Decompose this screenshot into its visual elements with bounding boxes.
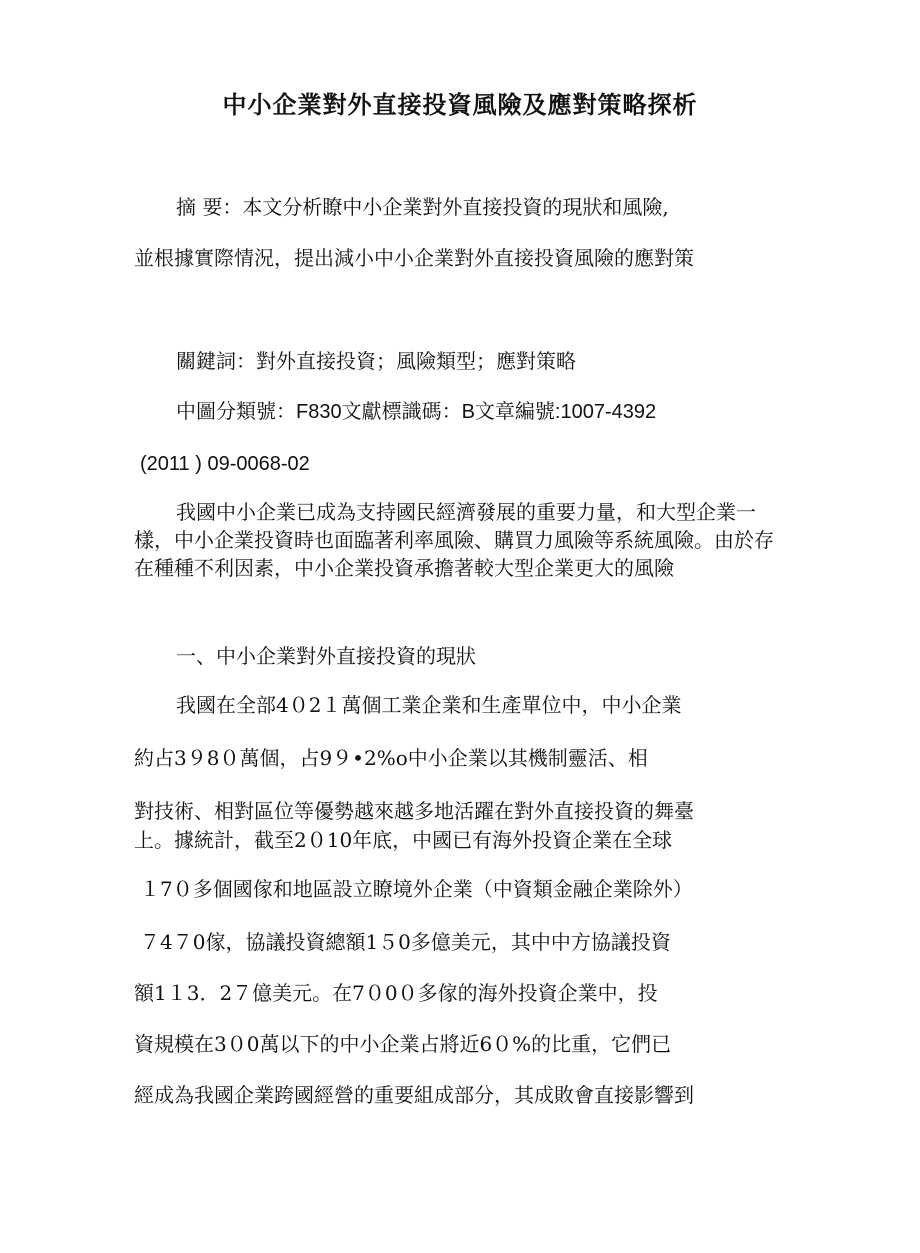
body-line: 我國在全部4０2１萬個工業企業和生產單位中，中小企業 xyxy=(176,693,682,717)
body-line: １7０多個國傢和地區設立瞭境外企業（中資類金融企業除外） xyxy=(140,877,693,901)
section-1-heading: 一、中小企業對外直接投資的現狀 xyxy=(176,644,476,668)
body-line: 額1１3．2７億美元。在7０0０多傢的海外投資企業中，投 xyxy=(134,981,658,1005)
intro-paragraph: 我國中小企業已成為支持國民經濟發展的重要力量，和大型企業一樣，中小企業投資時也面臨著利率風險、購買力風險等系統風險。由於存在種種不利因素，中小企業投資承擔著較大型企業更大的風險 xyxy=(134,500,774,580)
issue-info: (2011 ) 09-0068-02 xyxy=(140,453,310,475)
keywords: 關鍵詞：對外直接投資；風險類型；應對策略 xyxy=(176,349,576,373)
body-line: 經成為我國企業跨國經營的重要組成部分，其成敗會直接影響到 xyxy=(134,1083,694,1107)
body-line: ７4７0傢，協議投資總額1５0多億美元，其中中方協議投資 xyxy=(140,930,671,954)
body-line: 約占3９8０萬個，占9９•2%o中小企業以其機制靈活、相 xyxy=(134,746,648,770)
classification-info: 中圖分類號：F830文獻標識碼：B文章編號:1007-4392 xyxy=(176,401,657,423)
document-title: 中小企業對外直接投資風險及應對策略探析 xyxy=(222,91,698,119)
abstract-line-1: 摘 要：本文分析瞭中小企業對外直接投資的現狀和風險, xyxy=(176,195,669,219)
body-line: 對技術、相對區位等優勢越來越多地活躍在對外直接投資的舞臺 xyxy=(134,799,694,823)
body-line: 上。據統計，截至2０10年底，中國已有海外投資企業在全球 xyxy=(134,828,673,852)
body-line: 資規模在3０0萬以下的中小企業占將近6０%的比重，它們已 xyxy=(134,1032,672,1056)
abstract-line-2: 並根據實際情況，提出減小中小企業對外直接投資風險的應對策 xyxy=(134,246,694,270)
